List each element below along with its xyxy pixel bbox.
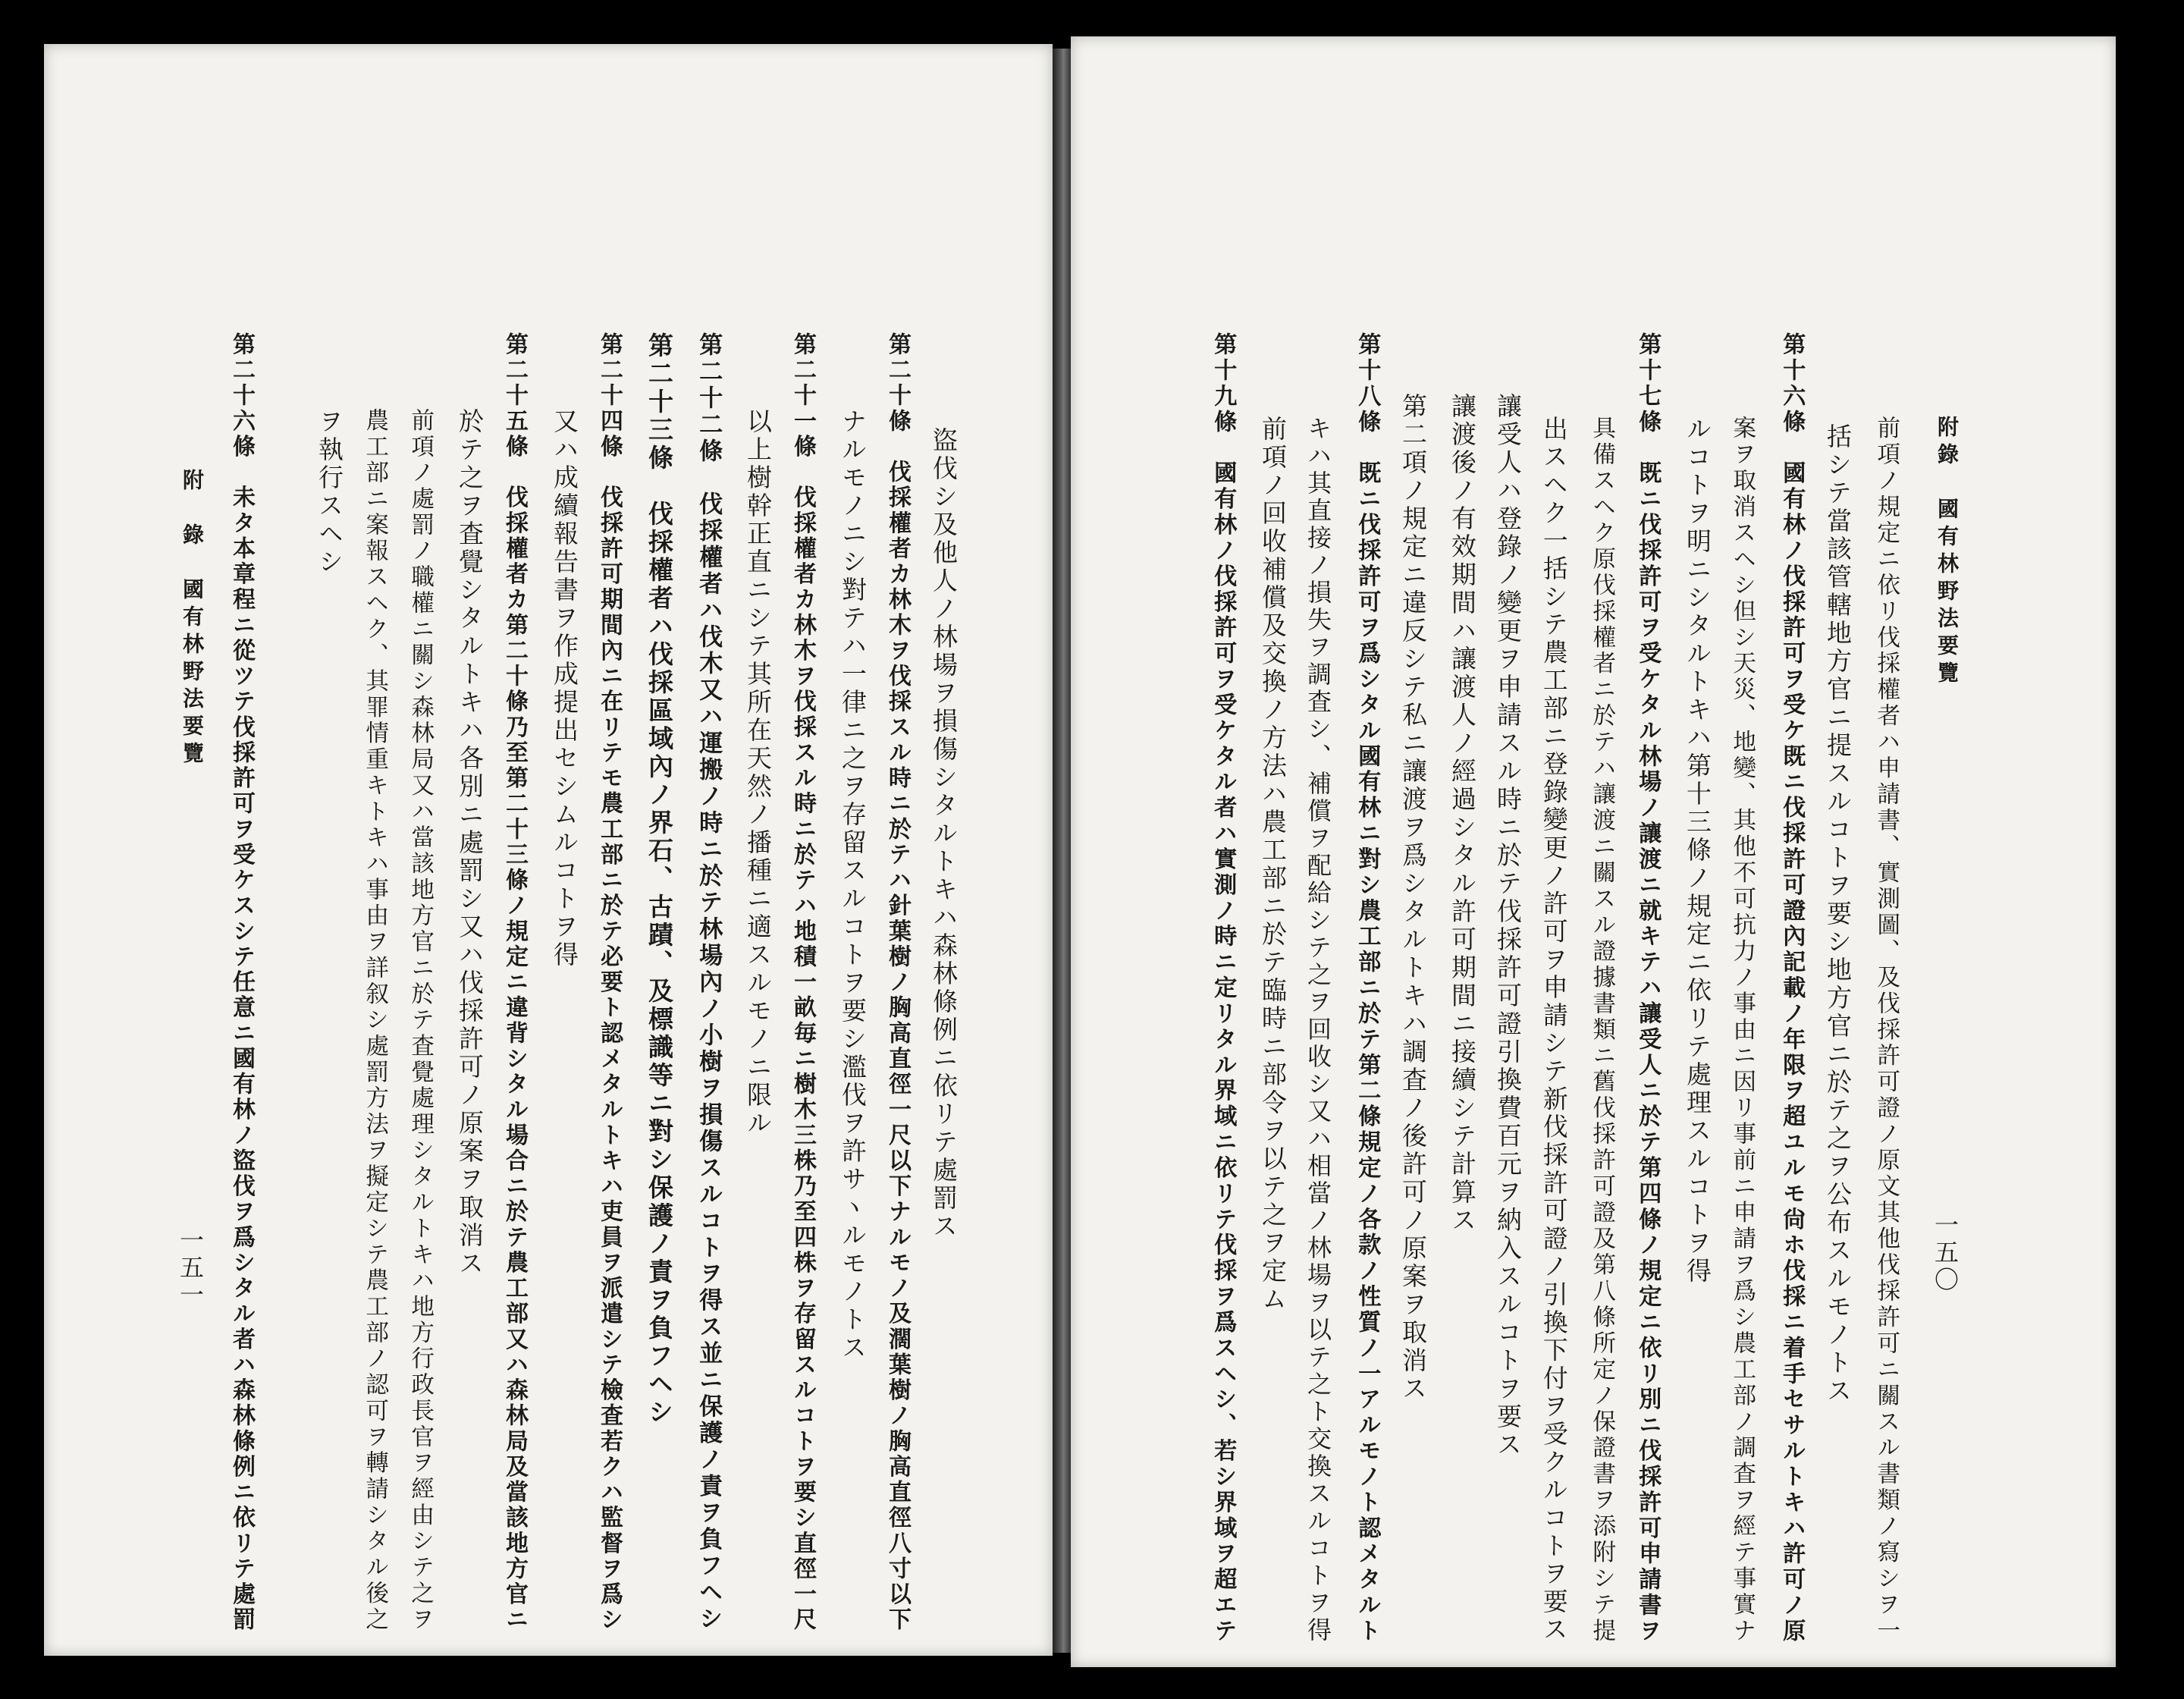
text-line: 第二項ノ規定ニ違反シテ私ニ讓渡ヲ爲シタルトキハ調査ノ後許可ノ原案ヲ取消ス [1398,393,1428,1403]
text-line: 讓渡後ノ有效期間ハ讓渡人ノ經過シタル許可期間ニ接續シテ計算ス [1448,393,1477,1235]
book-gutter [1053,49,1071,1653]
text-line: 括シテ當該管轄地方官ニ提スルコトヲ要シ地方官ニ於テ之ヲ公布スルモノトス [1823,423,1853,1405]
text-line: キハ其直接ノ損失ヲ調査シ、補償ヲ配給シテ之ヲ回收シ又ハ相當ノ林場ヲ以テ之ト交換スルコトヲ得 [1304,416,1333,1644]
text-line: 第二十六條 未タ本章程ニ從ツテ伐採許可ヲ受ケスシテ任意ニ國有林ノ盜伐ヲ爲シタル者ハ森林條例ニ依リテ處罰 [228,332,255,1633]
running-head: 附 錄 國有林野法要覽 [180,469,205,769]
text-line: 第二十三條 伐採權者ハ伐採區域內ノ界石、古蹟、及標識等ニ對シ保護ノ責ヲ負フヘシ [645,332,674,1427]
page-number: 一五〇 [1931,1212,1960,1294]
left-page [44,44,1053,1656]
text-line: 具備スヘク原伐採權者ニ於テハ讓渡ニ關スル證據書類ニ舊伐採許可證及第八條所定ノ保證書ヲ添附シテ提 [1588,416,1616,1644]
text-line: 前項ノ回收補償及交換ノ方法ハ農工部ニ於テ臨時ニ部令ヲ以テ之ヲ定ム [1258,416,1288,1314]
running-head: 附錄 國有林野法要覽 [1935,416,1960,689]
text-line: 又ハ成續報告書ヲ作成提出セシムルコトヲ得 [550,408,579,969]
page-number: 一五一 [176,1227,205,1309]
text-line: 讓受人ハ登錄ノ變更ヲ申請スル時ニ於テ伐採許可證引換費百元ヲ納入スルコトヲ要ス [1493,393,1523,1459]
text-line: 案ヲ取消スヘシ但シ天災、地變、其他不可抗力ノ事由ニ因リ事前ニ申請ヲ爲シ農工部ノ調査ヲ經テ事實ナ [1728,416,1756,1644]
text-line: 第二十五條 伐採權者カ第二十條乃至第二十三條ノ規定ニ違背シタル場合ニ於テ農工部又ハ森林局及當該地方官ニ [500,332,528,1633]
right-page [1071,36,2116,1667]
text-line: 第十八條 既ニ伐採許可ヲ爲シタル國有林ニ對シ農工部ニ於テ第二條規定ノ各款ノ性質ノ一アルモノト認メタルト [1354,332,1381,1644]
text-line: 前項ノ處罰ノ職權ニ關シ森林局又ハ當該地方官ニ於テ査覺處理シタルトキハ地方行政長官ヲ經由シテ之ヲ [406,408,434,1633]
text-line: 盜伐シ及他人ノ林場ヲ損傷シタルトキハ森林條例ニ依リテ處罰ス [929,427,959,1241]
text-line: 以上樹幹正直ニシテ其所在天然ノ播種ニ適スルモノニ限ル [743,408,773,1138]
text-line: ルコトヲ明ニシタルトキハ第十三條ノ規定ニ依リテ處理スルコトヲ得 [1683,416,1712,1286]
text-line: 第二十條 伐採權者カ林木ヲ伐採スル時ニ於テハ針葉樹ノ胸高直徑一尺以下ナルモノ及濶葉樹ノ胸高直徑八寸以下 [883,332,911,1633]
text-line: 第十七條 既ニ伐採許可ヲ受ケタル林場ノ讓渡ニ就キテハ讓受人ニ於テ第四條ノ規定ニ依リ別ニ伐採許可申請書ヲ [1634,332,1662,1644]
text-line: 第二十一條 伐採權者カ林木ヲ伐採スル時ニ於テハ地積一畝毎ニ樹木三株乃至四株ヲ存留スルコトヲ要シ直徑一尺 [789,332,816,1633]
text-line: 第二十四條 伐採許可期間內ニ在リテモ農工部ニ於テ必要ト認メタルトキハ吏員ヲ派遣シテ檢査若クハ監督ヲ爲シ [595,332,623,1633]
text-line: 出スヘク一括シテ農工部ニ登錄變更ノ許可ヲ申請シテ新伐採許可證ノ引換下付ヲ受クルコトヲ要ス [1539,416,1568,1644]
text-line: 第二十二條 伐採權者ハ伐木又ハ運搬ノ時ニ於テ林場內ノ小樹ヲ損傷スルコトヲ得ス並ニ保護ノ責ヲ負フヘシ [695,332,723,1633]
text-line: 前項ノ規定ニ依リ伐採權者ハ申請書、實測圖、及伐採許可證ノ原文其他伐採許可ニ關スル書類ノ寫シヲ一 [1872,416,1900,1644]
text-line: 第十九條 國有林ノ伐採許可ヲ受ケタル者ハ實測ノ時ニ定リタル界域ニ依リテ伐採ヲ爲スヘシ、若シ界域ヲ超エテ [1210,332,1237,1644]
text-line: 於テ之ヲ査覺シタルトキハ各別ニ處罰シ又ハ伐採許可ノ原案ヲ取消ス [455,408,485,1278]
text-line: ヲ執行スヘシ [315,408,344,576]
text-line: ナルモノニシ對テハ一律ニ之ヲ存留スルコトヲ要シ濫伐ヲ許サヽルモノトス [838,408,868,1362]
text-line: 農工部ニ案報スヘク、其罪情重キトキハ事由ヲ詳叙シ處罰方法ヲ擬定シテ農工部ノ認可ヲ轉請シタル後之 [361,408,388,1633]
text-line: 第十六條 國有林ノ伐採許可ヲ受ケ既ニ伐採許可證內記載ノ年限ヲ超ユルモ尙ホ伐採ニ着手セサルトキハ許可ノ原 [1778,332,1806,1644]
